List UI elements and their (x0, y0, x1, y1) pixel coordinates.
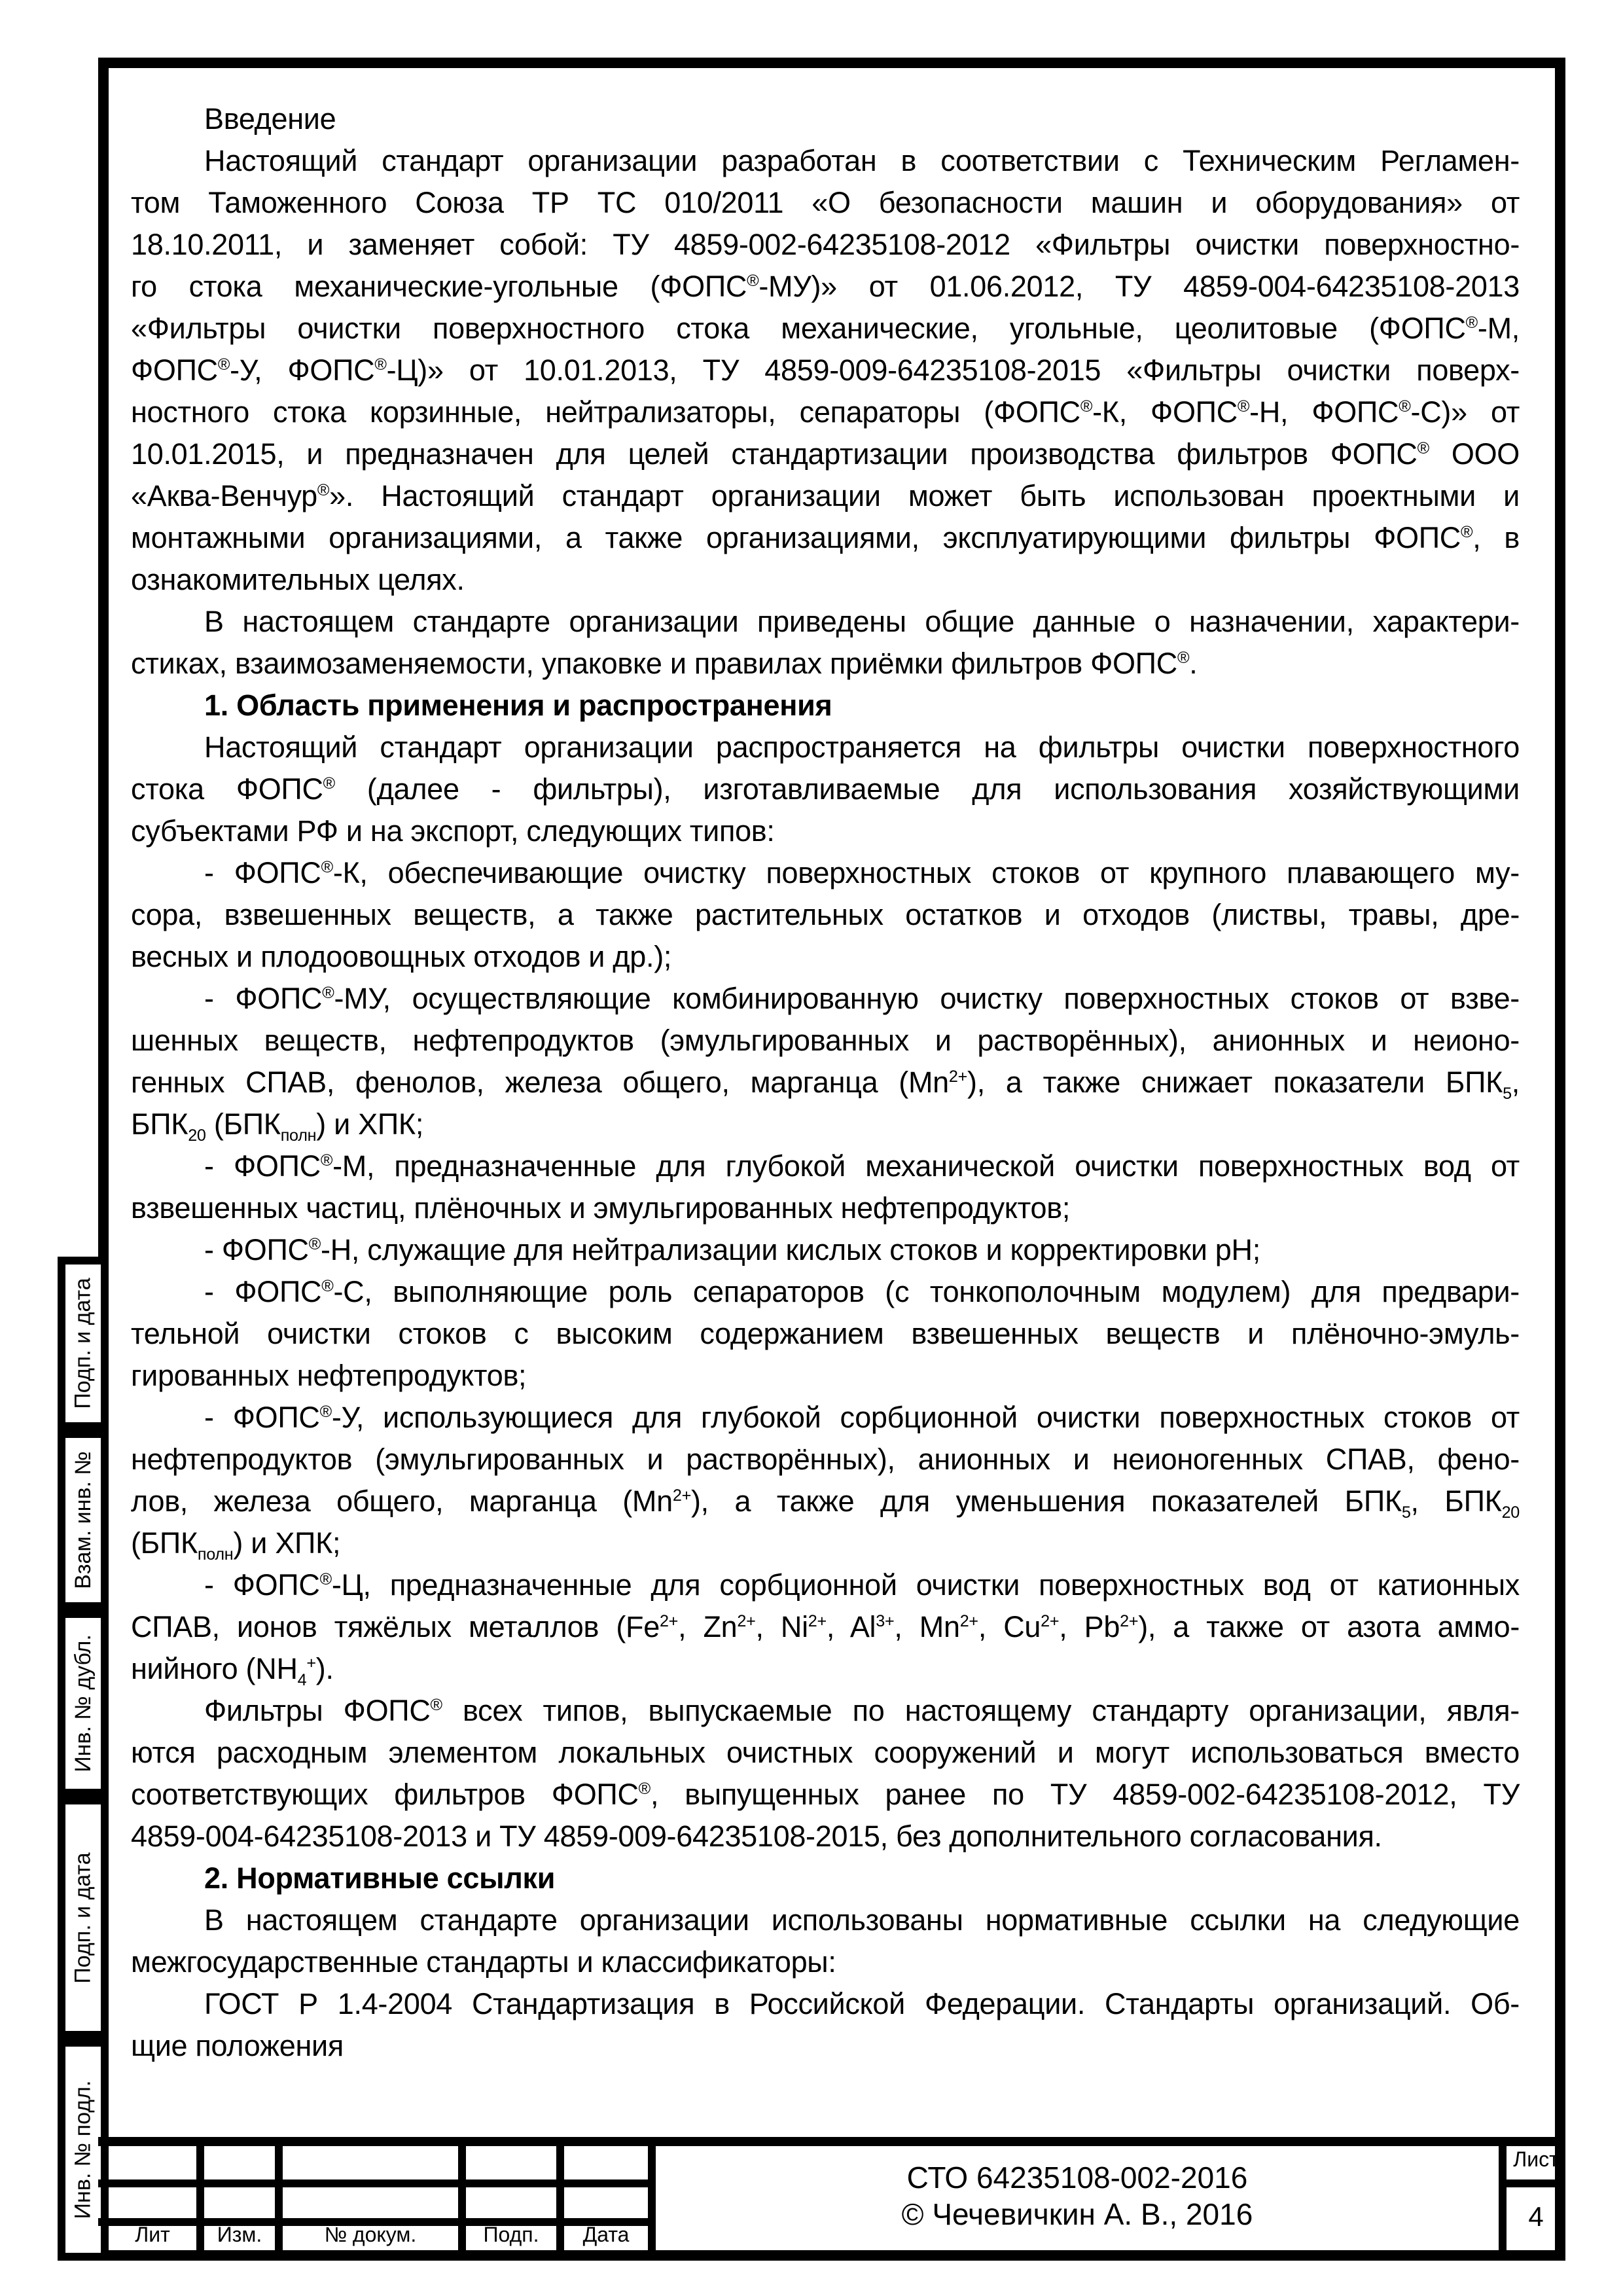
text-line-22: - ФОПС®-МУ, осуществляющие комбинированную очистку поверхностных стоков от взве- (204, 982, 1520, 1015)
text-line-41: соответствующих фильтров ФОПС®, выпущенных ранее по ТУ 4859-002-64235108-2012, ТУ (131, 1778, 1520, 1811)
text-line-47: щие положения (131, 2029, 344, 2062)
text-line-38: нийного $(NH_4^+)$. (131, 1652, 334, 1689)
stamp-cell-label: Инв. № дубл. (70, 1634, 96, 1772)
titleblock-col-line-3 (458, 2137, 466, 2250)
titleblock-col-podp: Подп. (483, 2223, 539, 2246)
titleblock-col-line-5 (648, 2137, 656, 2250)
stamp-cell-inv-dubl (58, 1610, 109, 1797)
text-line-34: лов, железа общего, марганца $(Mn^{2+})$, а также для уменьшения показателей $БПК_5$, $БПК_{20}$ (131, 1484, 1520, 1522)
titleblock-top-line (98, 2137, 1565, 2146)
text-line-33: нефтепродуктов (эмульгированных и растворённых), анионных и неионогенных СПАВ, фено- (131, 1443, 1520, 1476)
text-line-2: Настоящий стандарт организации разработан в соответствии с Техническим Регламен- (204, 144, 1520, 177)
text-line-20: сора, взвешенных веществ, а также растительных остатков и отходов (листвы, травы, дре- (131, 898, 1520, 931)
stamp-cell-vzam-inv (58, 1430, 109, 1610)
titleblock-col-line-4 (556, 2137, 564, 2250)
text-line-10: «Аква-Венчур®». Настоящий стандарт организации может быть использован проектными и (131, 479, 1520, 512)
text-line-36: - ФОПС®-Ц, предназначенные для сорбционной очистки поверхностных вод от катионных (204, 1568, 1520, 1602)
stamp-cell-label: Подп. и дата (70, 1278, 96, 1409)
text-line-45: межгосударственные стандарты и классификаторы: (131, 1945, 836, 1979)
text-line-23: шенных веществ, нефтепродуктов (эмульгированных и растворённых), анионных и неионо- (131, 1024, 1520, 1057)
text-line-39: Фильтры ФОПС® всех типов, выпускаемые по настоящему стандарту организации, явля- (204, 1694, 1520, 1727)
sheet-label: Лист (1513, 2147, 1559, 2171)
doc-number: СТО 64235108-002-2016 (906, 2161, 1248, 2195)
text-line-21: весных и плодоовощных отходов и др.); (131, 940, 672, 973)
text-line-9: 10.01.2015, и предназначен для целей стандартизации производства фильтров ФОПС® ООО (131, 437, 1520, 471)
text-line-4: 18.10.2011, и заменяет собой: ТУ 4859-002-64235108-2012 «Фильтры очистки поверхностно- (131, 228, 1520, 261)
text-line-30: тельной очистки стоков с высоким содержанием взвешенных веществ и плёночно-эмуль- (131, 1317, 1520, 1350)
titleblock-col-line-1 (196, 2137, 204, 2250)
text-line-6: «Фильтры очистки поверхностного стока механические, угольные, цеолитовые (ФОПС®-М, (131, 312, 1520, 345)
stamp-cell-podp-i-data-1 (58, 1257, 109, 1430)
text-line-8: ностного стока корзинные, нейтрализаторы, сепараторы (ФОПС®-К, ФОПС®-Н, ФОПС®-С)» от (131, 395, 1520, 429)
titleblock-col-ndokum: № докум. (324, 2223, 417, 2246)
text-body (131, 98, 1520, 2067)
text-line-7: ФОПС®-У, ФОПС®-Ц)» от 10.01.2013, ТУ 4859-009-64235108-2015 «Фильтры очистки поверх- (131, 353, 1520, 387)
stamp-cell-podp-i-data-2 (58, 1797, 109, 2039)
text-line-15: 1. Область применения и распространения (204, 689, 832, 722)
titleblock-row-line-1 (98, 2179, 656, 2187)
sheet-box-divider-line (1499, 2179, 1565, 2187)
copyright: © Чечевичкин А. В., 2016 (901, 2197, 1253, 2231)
text-line-26: - ФОПС®-М, предназначенные для глубокой механической очистки поверхностных вод от (204, 1149, 1520, 1183)
stamp-cell-label: Подп. и дата (70, 1852, 96, 1984)
text-line-18: субъектами РФ и на экспорт, следующих типов: (131, 814, 775, 848)
text-line-1: Введение (204, 102, 336, 135)
text-line-5: го стока механические-угольные (ФОПС®-МУ)» от 01.06.2012, ТУ 4859-004-64235108-2013 (131, 270, 1520, 303)
text-line-32: - ФОПС®-У, использующиеся для глубокой сорбционной очистки поверхностных стоков от (204, 1401, 1520, 1434)
text-line-24: генных СПАВ, фенолов, железа общего, марганца $(Mn^{2+})$, а также снижает показатели $БПК_5$, (131, 1066, 1520, 1103)
text-line-40: ются расходным элементом локальных очистных сооружений и могут использоваться вместо (131, 1736, 1520, 1769)
text-line-37: СПАВ, ионов тяжёлых металлов ($Fe^{2+}$, $Zn^{2+}$, $Ni^{2+}$, $Al^{3+}$, $Mn^{2+}$, $Cu^{2+}$, $Pb^{2+}$), а также от азота аммо- (131, 1610, 1520, 1643)
sheet-number: 4 (1528, 2201, 1544, 2232)
text-line-28: - ФОПС®-Н, служащие для нейтрализации кислых стоков и корректировки pH; (204, 1233, 1260, 1266)
text-line-29: - ФОПС®-С, выполняющие роль сепараторов (с тонкополочным модулем) для предвари- (204, 1275, 1520, 1308)
stamp-cell-label: Инв. № подл. (70, 2080, 96, 2219)
stamp-cell-label: Взам. инв. № (70, 1451, 96, 1589)
stamp-cell-inv-podl (58, 2039, 109, 2261)
text-line-13: В настоящем стандарте организации приведены общие данные о назначении, характери- (204, 605, 1520, 638)
text-line-11: монтажными организациями, а также организациями, эксплуатирующими фильтры ФОПС®, в (131, 521, 1520, 554)
text-line-16: Настоящий стандарт организации распространяется на фильтры очистки поверхностного (204, 730, 1520, 764)
titleblock-col-izm: Изм. (217, 2223, 262, 2246)
text-line-27: взвешенных частиц, плёночных и эмульгированных нефтепродуктов; (131, 1191, 1071, 1225)
text-line-46: ГОСТ Р 1.4-2004 Стандартизация в Российской Федерации. Стандарты организаций. Об- (204, 1987, 1520, 2020)
titleblock-col-lit: Лит (135, 2223, 170, 2246)
text-line-35: $(БПК_{полн})$ и ХПК; (131, 1526, 341, 1564)
text-line-3: том Таможенного Союза ТР ТС 010/2011 «О безопасности машин и оборудования» от (131, 186, 1520, 219)
text-line-19: - ФОПС®-К, обеспечивающие очистку поверхностных стоков от крупного плавающего му- (204, 856, 1520, 889)
text-line-12: ознакомительных целях. (131, 563, 465, 596)
sheet-box-left-line (1499, 2137, 1507, 2250)
text-line-25: $БПК_{20}$ $(БПК_{полн})$ и ХПК; (131, 1107, 424, 1145)
text-line-42: 4859-004-64235108-2013 и ТУ 4859-009-64235108-2015, без дополнительного согласования. (131, 1820, 1382, 1853)
text-line-44: В настоящем стандарте организации использованы нормативные ссылки на следующие (204, 1903, 1520, 1937)
titleblock-col-data: Дата (582, 2223, 630, 2246)
text-line-31: гированных нефтепродуктов; (131, 1359, 527, 1392)
titleblock-col-line-2 (275, 2137, 283, 2250)
text-line-17: стока ФОПС® (далее - фильтры), изготавливаемые для использования хозяйствующими (131, 772, 1520, 806)
text-line-43: 2. Нормативные ссылки (204, 1861, 556, 1895)
text-line-14: стиках, взаимозаменяемости, упаковке и правилах приёмки фильтров ФОПС®. (131, 647, 1198, 680)
